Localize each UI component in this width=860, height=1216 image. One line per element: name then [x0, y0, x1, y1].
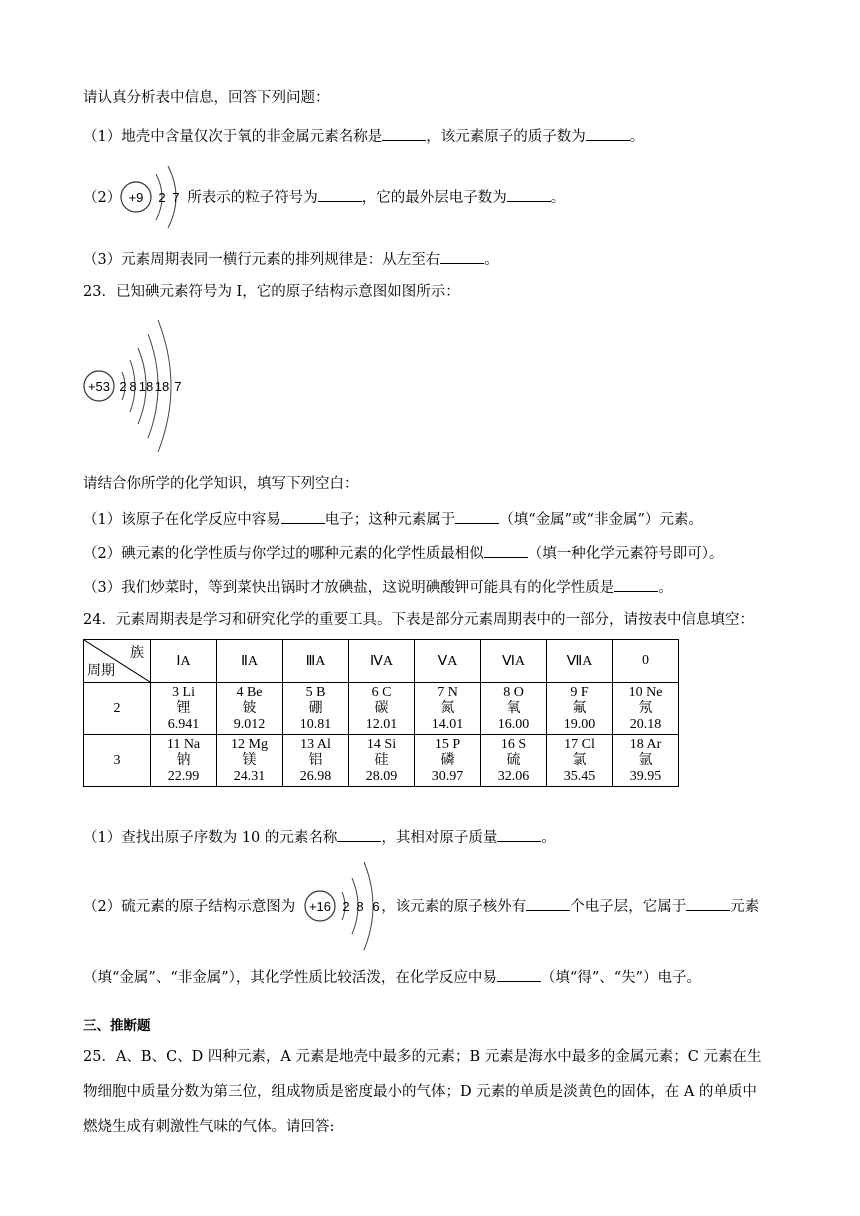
element-number-symbol: 6 C	[371, 684, 392, 700]
q24-part2-text-e: （填“金属”、“非金属”），其化学性质比较活泼，在化学反应中易	[83, 970, 497, 986]
period-number: 3	[84, 735, 151, 787]
q23-part1	[83, 508, 703, 530]
answer-blank[interactable]	[281, 508, 325, 524]
answer-blank[interactable]	[497, 966, 541, 982]
element-name: 锂	[176, 700, 191, 716]
answer-blank[interactable]	[507, 186, 551, 202]
table-header-row	[84, 640, 679, 683]
table-corner-cell	[84, 640, 151, 683]
group-label: 族	[130, 646, 144, 661]
q25-line: 燃烧生成有刺激性气味的气体。请回答:	[83, 1119, 335, 1135]
q23-part2-text-a: （2）碘元素的化学性质与你学过的哪种元素的化学性质最相似	[83, 546, 484, 562]
group-header: ⅢA	[283, 640, 349, 683]
q24-part2-text-a: （2）硫元素的原子结构示意图为	[83, 899, 296, 915]
shell-electrons: 2	[119, 379, 127, 394]
period-number: 2	[84, 683, 151, 735]
answer-blank[interactable]	[586, 125, 630, 141]
punctuation: 。	[484, 252, 499, 268]
element-name: 磷	[440, 752, 455, 768]
table-row	[84, 735, 679, 787]
q24-part2	[83, 895, 759, 917]
element-number-symbol: 14 Si	[366, 736, 397, 752]
element-number-symbol: 9 F	[570, 684, 589, 700]
fluorine-atom-diagram	[118, 160, 190, 238]
q25-line: 物细胞中质量分数为第三位，组成物质是密度最小的气体；D 元素的单质是淡黄色的固体，在 A 的单质中	[83, 1084, 757, 1100]
element-cell	[151, 683, 217, 735]
group-header: ⅥA	[481, 640, 547, 683]
element-name: 氖	[638, 700, 653, 716]
q23-stem: 23．已知碘元素符号为 I，它的原子结构示意图如图所示：	[83, 284, 460, 300]
q24-part1-text-b: ，其相对原子质量	[381, 830, 498, 846]
element-mass: 10.81	[299, 716, 332, 732]
punctuation: 。	[629, 129, 645, 145]
element-name: 铍	[242, 700, 257, 716]
element-cell	[151, 735, 217, 787]
answer-blank[interactable]	[686, 895, 730, 911]
answer-blank[interactable]	[382, 125, 426, 141]
element-cell	[481, 735, 547, 787]
q22-part2-text-b: 所表示的粒子符号为	[187, 190, 318, 206]
element-name: 氯	[572, 752, 587, 768]
element-name: 硫	[506, 752, 521, 768]
element-number-symbol: 16 S	[500, 736, 527, 752]
q23-part3-text: （3）我们炒菜时，等到菜快出锅时才放碘盐，这说明碘酸钾可能具有的化学性质是	[83, 580, 615, 596]
element-mass: 24.31	[233, 768, 266, 784]
intro-text: 请认真分析表中信息，回答下列问题：	[83, 90, 330, 106]
element-cell	[217, 735, 283, 787]
element-cell	[481, 683, 547, 735]
element-mass: 19.00	[563, 716, 596, 732]
element-cell	[613, 683, 679, 735]
q23-part1-text-a: （1）该原子在化学反应中容易	[83, 512, 281, 528]
q22-part3	[83, 248, 499, 270]
element-name: 钠	[176, 752, 191, 768]
shell-electrons: 18	[138, 379, 154, 394]
periodic-table	[83, 639, 679, 787]
nucleus-charge: +53	[87, 379, 111, 394]
element-cell	[547, 683, 613, 735]
element-cell	[547, 735, 613, 787]
table-row	[84, 683, 679, 735]
element-number-symbol: 8 O	[503, 684, 524, 700]
shell-electrons: 6	[372, 899, 380, 914]
nucleus-charge: +9	[128, 190, 144, 205]
group-header: ⅡA	[217, 640, 283, 683]
element-number-symbol: 3 Li	[172, 684, 195, 700]
q24-part2-text-c: 个电子层，它属于	[570, 899, 687, 915]
group-header: ⅣA	[349, 640, 415, 683]
punctuation: 。	[658, 580, 673, 596]
shell-electrons: 18	[154, 379, 170, 394]
q23-part1-text-c: （填“金属”或“非金属”）元素。	[499, 512, 703, 528]
shell-electrons: 8	[356, 899, 364, 914]
element-mass: 16.00	[497, 716, 530, 732]
element-mass: 39.95	[629, 768, 662, 784]
element-cell	[283, 683, 349, 735]
element-name: 氮	[440, 700, 455, 716]
answer-blank[interactable]	[526, 895, 570, 911]
element-mass: 22.99	[167, 768, 200, 784]
shell-electrons: 2	[158, 190, 166, 205]
element-number-symbol: 15 P	[434, 736, 461, 752]
element-mass: 32.06	[497, 768, 530, 784]
shell-electrons: 7	[174, 379, 182, 394]
element-name: 硅	[374, 752, 389, 768]
iodine-atom-diagram	[82, 318, 192, 458]
q23-part2-text-b: （填一种化学元素符号即可）。	[527, 546, 724, 562]
q23-part3	[83, 576, 673, 598]
element-number-symbol: 12 Mg	[231, 736, 268, 752]
q24-stem: 24．元素周期表是学习和研究化学的重要工具。下表是部分元素周期表中的一部分，请按表中信息填空：	[83, 612, 754, 628]
shell-electrons: 7	[172, 190, 180, 205]
element-mass: 20.18	[629, 716, 662, 732]
q24-part2-text-f: （填“得”、“失”）电子。	[540, 970, 702, 986]
element-mass: 6.941	[167, 716, 200, 732]
element-mass: 30.97	[431, 768, 464, 784]
q23-part2	[83, 542, 723, 564]
answer-blank[interactable]	[614, 576, 658, 592]
element-mass: 28.09	[365, 768, 398, 784]
q24-part1	[83, 826, 556, 848]
q22-part1-text-a: （1）地壳中含量仅次于氧的非金属元素名称是	[83, 129, 383, 145]
answer-blank[interactable]	[337, 826, 381, 842]
q22-part3-text: （3）元素周期表同一横行元素的排列规律是：从左至右	[83, 252, 441, 268]
q24-part2-continued	[83, 966, 701, 988]
element-cell	[415, 735, 481, 787]
q23-part1-text-b: 电子；这种元素属于	[324, 512, 456, 528]
element-cell	[283, 735, 349, 787]
answer-blank[interactable]	[484, 542, 528, 558]
group-header: ⅠA	[151, 640, 217, 683]
element-cell	[613, 735, 679, 787]
element-number-symbol: 11 Na	[166, 736, 201, 752]
element-cell	[415, 683, 481, 735]
shell-electrons: 2	[342, 899, 350, 914]
element-mass: 35.45	[563, 768, 596, 784]
element-number-symbol: 10 Ne	[628, 684, 663, 700]
nucleus-charge: +16	[308, 899, 332, 914]
element-name: 铝	[308, 752, 323, 768]
element-name: 硼	[308, 700, 323, 716]
element-number-symbol: 4 Be	[236, 684, 263, 700]
q24-part1-text-a: （1）查找出原子序数为 10 的元素名称	[83, 830, 338, 846]
element-cell	[349, 735, 415, 787]
q24-part2-text-d: 元素	[730, 899, 760, 915]
element-mass: 26.98	[299, 768, 332, 784]
section-title: 三、推断题	[83, 1018, 151, 1034]
q22-part1-text-b: ，该元素原子的质子数为	[426, 129, 586, 145]
element-name: 镁	[242, 752, 257, 768]
period-label: 周期	[87, 664, 115, 679]
group-header: ⅦA	[547, 640, 613, 683]
element-number-symbol: 13 Al	[300, 736, 331, 752]
group-header: 0	[613, 640, 679, 683]
element-name: 碳	[374, 700, 389, 716]
element-cell	[349, 683, 415, 735]
element-number-symbol: 17 Cl	[564, 736, 595, 752]
element-mass: 12.01	[365, 716, 398, 732]
element-name: 氟	[572, 700, 587, 716]
element-number-symbol: 7 N	[437, 684, 458, 700]
q23-lead: 请结合你所学的化学知识，填写下列空白：	[83, 476, 359, 492]
q24-part2-text-b: ，该元素的原子核外有	[381, 899, 527, 915]
shell-electrons: 8	[129, 379, 137, 394]
q22-part2-text-a: （2）	[83, 190, 122, 206]
answer-blank[interactable]	[455, 508, 499, 524]
element-name: 氩	[638, 752, 653, 768]
punctuation: 。	[541, 830, 556, 846]
q22-part1	[83, 125, 644, 147]
sulfur-atom-diagram	[302, 858, 388, 958]
element-number-symbol: 5 B	[305, 684, 326, 700]
answer-blank[interactable]	[440, 248, 484, 264]
element-number-symbol: 18 Ar	[629, 736, 662, 752]
element-name: 氧	[506, 700, 521, 716]
element-cell	[217, 683, 283, 735]
answer-blank[interactable]	[318, 186, 362, 202]
element-mass: 14.01	[431, 716, 464, 732]
answer-blank[interactable]	[497, 826, 541, 842]
punctuation: 。	[550, 190, 566, 206]
q25-line: 25．A、B、C、D 四种元素，A 元素是地壳中最多的元素；B 元素是海水中最多的金属元素；C 元素在生	[83, 1049, 762, 1065]
group-header: ⅤA	[415, 640, 481, 683]
q22-part2-text-c: ，它的最外层电子数为	[361, 190, 507, 206]
element-mass: 9.012	[233, 716, 266, 732]
